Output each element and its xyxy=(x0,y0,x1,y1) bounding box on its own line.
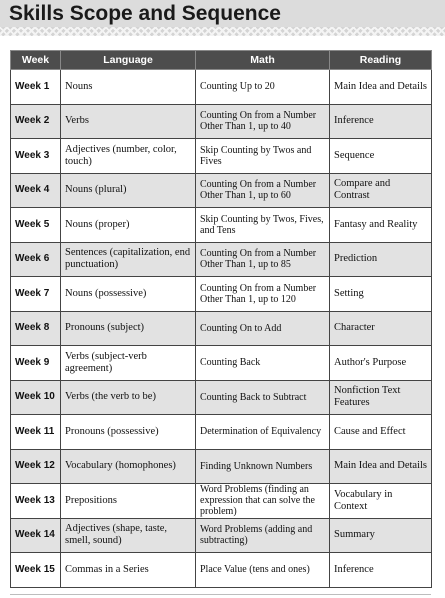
reading-cell: Compare and Contrast xyxy=(330,173,432,208)
math-cell: Counting On from a Number Other Than 1, up to 120 xyxy=(196,277,330,312)
language-cell: Commas in a Series xyxy=(61,553,196,588)
reading-cell: Cause and Effect xyxy=(330,415,432,450)
reading-cell: Nonfiction Text Features xyxy=(330,380,432,415)
language-cell: Verbs (the verb to be) xyxy=(61,380,196,415)
week-cell: Week 15 xyxy=(11,553,61,588)
week-cell: Week 14 xyxy=(11,518,61,553)
reading-cell: Fantasy and Reality xyxy=(330,208,432,243)
week-cell: Week 9 xyxy=(11,346,61,381)
decorative-stripe xyxy=(0,27,445,36)
reading-cell: Sequence xyxy=(330,139,432,174)
reading-cell: Character xyxy=(330,311,432,346)
language-cell: Verbs xyxy=(61,104,196,139)
week-cell: Week 4 xyxy=(11,173,61,208)
week-cell: Week 10 xyxy=(11,380,61,415)
table-row xyxy=(11,139,432,174)
week-cell: Week 6 xyxy=(11,242,61,277)
table-row xyxy=(11,208,432,243)
reading-cell: Inference xyxy=(330,104,432,139)
language-cell: Nouns (proper) xyxy=(61,208,196,243)
week-cell: Week 3 xyxy=(11,139,61,174)
reading-cell: Main Idea and Details xyxy=(330,70,432,105)
math-cell: Counting On from a Number Other Than 1, up to 85 xyxy=(196,242,330,277)
table-header-row xyxy=(11,51,432,70)
week-cell: Week 5 xyxy=(11,208,61,243)
week-cell: Week 12 xyxy=(11,449,61,484)
table-row xyxy=(11,346,432,381)
table-row xyxy=(11,415,432,450)
language-cell: Pronouns (possessive) xyxy=(61,415,196,450)
reading-cell: Author's Purpose xyxy=(330,346,432,381)
math-cell: Skip Counting by Twos, Fives, and Tens xyxy=(196,208,330,243)
language-cell: Nouns (possessive) xyxy=(61,277,196,312)
reading-cell: Setting xyxy=(330,277,432,312)
math-cell: Place Value (tens and ones) xyxy=(196,553,330,588)
math-cell: Determination of Equivalency xyxy=(196,415,330,450)
reading-cell: Main Idea and Details xyxy=(330,449,432,484)
math-cell: Counting On from a Number Other Than 1, up to 60 xyxy=(196,173,330,208)
language-cell: Nouns (plural) xyxy=(61,173,196,208)
week-cell: Week 7 xyxy=(11,277,61,312)
table-row xyxy=(11,518,432,553)
table-row xyxy=(11,173,432,208)
skills-table xyxy=(10,50,432,588)
math-cell: Word Problems (finding an expression that can solve the problem) xyxy=(196,484,330,519)
title-banner xyxy=(0,0,445,36)
table-row xyxy=(11,104,432,139)
math-cell: Counting Up to 20 xyxy=(196,70,330,105)
language-cell: Sentences (capitalization, end punctuation) xyxy=(61,242,196,277)
table-row xyxy=(11,242,432,277)
language-cell: Verbs (subject-verb agreement) xyxy=(61,346,196,381)
math-cell: Counting Back to Subtract xyxy=(196,380,330,415)
bottom-rule xyxy=(10,594,431,595)
week-cell: Week 11 xyxy=(11,415,61,450)
week-cell: Week 1 xyxy=(11,70,61,105)
language-cell: Nouns xyxy=(61,70,196,105)
table-row xyxy=(11,484,432,519)
language-cell: Adjectives (shape, taste, smell, sound) xyxy=(61,518,196,553)
table-body xyxy=(11,70,432,588)
math-cell: Skip Counting by Twos and Fives xyxy=(196,139,330,174)
table-row xyxy=(11,380,432,415)
column-header-week: Week xyxy=(11,51,61,70)
table-row xyxy=(11,277,432,312)
page-title: Skills Scope and Sequence xyxy=(9,2,281,25)
reading-cell: Summary xyxy=(330,518,432,553)
math-cell: Finding Unknown Numbers xyxy=(196,449,330,484)
table-row xyxy=(11,553,432,588)
week-cell: Week 13 xyxy=(11,484,61,519)
table-row xyxy=(11,70,432,105)
math-cell: Counting On to Add xyxy=(196,311,330,346)
reading-cell: Inference xyxy=(330,553,432,588)
column-header-math: Math xyxy=(196,51,330,70)
math-cell: Word Problems (adding and subtracting) xyxy=(196,518,330,553)
week-cell: Week 2 xyxy=(11,104,61,139)
language-cell: Prepositions xyxy=(61,484,196,519)
table-row xyxy=(11,449,432,484)
language-cell: Adjectives (number, color, touch) xyxy=(61,139,196,174)
reading-cell: Prediction xyxy=(330,242,432,277)
math-cell: Counting On from a Number Other Than 1, up to 40 xyxy=(196,104,330,139)
week-cell: Week 8 xyxy=(11,311,61,346)
column-header-reading: Reading xyxy=(330,51,432,70)
language-cell: Vocabulary (homophones) xyxy=(61,449,196,484)
reading-cell: Vocabulary in Context xyxy=(330,484,432,519)
table-row xyxy=(11,311,432,346)
language-cell: Pronouns (subject) xyxy=(61,311,196,346)
math-cell: Counting Back xyxy=(196,346,330,381)
column-header-language: Language xyxy=(61,51,196,70)
